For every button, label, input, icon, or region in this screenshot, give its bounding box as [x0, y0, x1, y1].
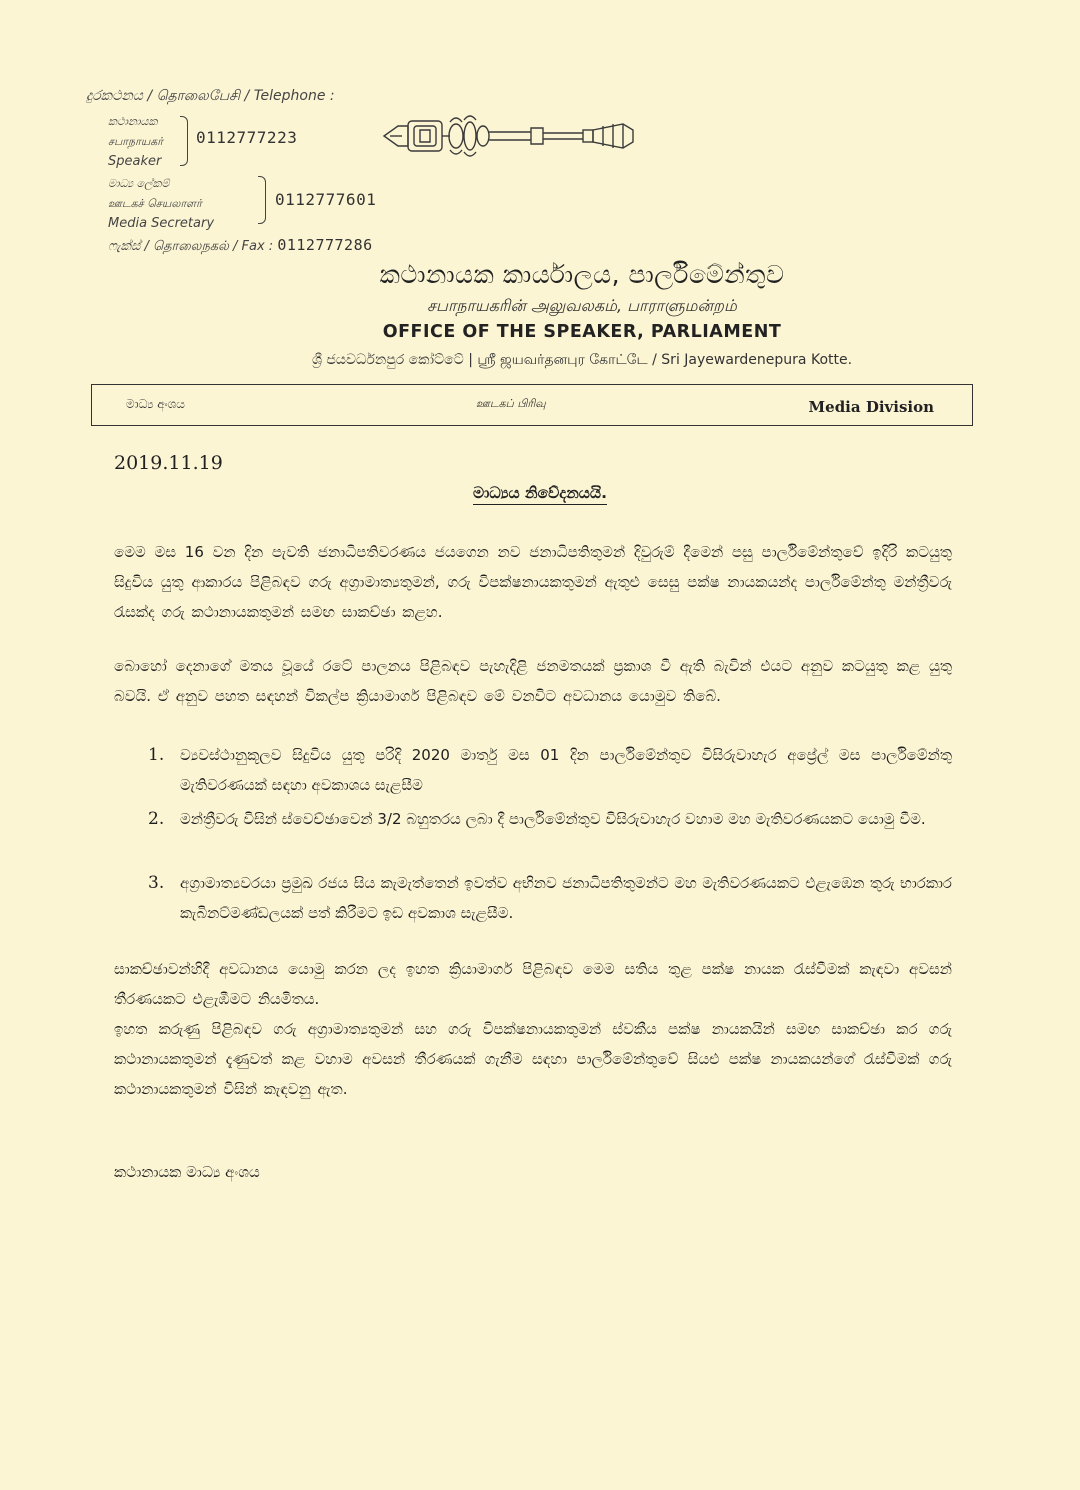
telephone-label: දුරකථනය / தொலைபேசி / Telephone :	[86, 88, 335, 104]
media-division-box	[91, 384, 973, 426]
media-secretary-brace	[258, 176, 266, 224]
fax-line	[108, 236, 373, 255]
list-item-number: 2.	[148, 809, 165, 829]
speaker-label-si: කථානායක	[108, 115, 158, 128]
list-item-number: 1.	[148, 745, 165, 765]
office-name-sinhala: කථානායක කාර්යාලය, පාර්ලිමේන්තුව	[379, 260, 785, 289]
speaker-label-en: Speaker	[108, 154, 162, 169]
speaker-label-ta: சபாநாயகர்	[108, 135, 164, 148]
division-label-ta: ஊடகப் பிரிவு	[476, 397, 546, 410]
paragraph-4: ඉහත කරුණු පිළිබඳව ගරු අග්‍රාමාත්‍යතුමන් සහ ගරු විපක්ෂනායකතුමන් ස්වකීය පක්ෂ නායකයින් සමඟ සාකච්ඡා කර ගරු කථානායකතුමන් දැණුවත් කළ වහාම අවසන් තීරණයක් ගැනීම සඳහා පාර්ලිමේන්තුවේ සියළු පක්ෂ නායකයන්ගේ රැස්වීමක් ගරු කථානායකතුමන් විසින් කැඳවනු ඇත.	[114, 1020, 952, 1098]
list-item	[148, 804, 952, 868]
paragraph-3: සාකච්ඡාවන්හිදී අවධානය යොමු කරන ලද ඉහත ක්‍රියාමාර්ග පිළිබඳව මෙම සතිය තුළ පක්ෂ නායක රැස්වීමක් කැඳවා අවසන් තීරණයකට එළැඹීමට නියමිතය.	[114, 960, 952, 1008]
list-item	[148, 868, 952, 962]
speaker-phone-number: 0112777223	[196, 128, 298, 147]
paragraph-2: බොහෝ දෙනාගේ මතය වූයේ රටේ පාලනය පිළිබඳව පැහැදිළි ජනමතයක් ප්‍රකාශ වී ඇති බැවින් එයට අනුව කටයුතු කළ යුතු බවයි. ඒ අනුව පහත සඳහන් විකල්ප ක්‍රියාමාර්ග පිළිබඳව මේ වනවිට අවධානය යොමුව තිබේ.	[114, 657, 952, 705]
fax-number: 0112777286	[277, 236, 373, 254]
media-secretary-label-ta: ஊடகச் செயலாளர்	[108, 197, 202, 210]
media-secretary-phone-number: 0112777601	[275, 190, 377, 209]
document-heading-text: මාධ්‍යය නිවේදනයයි.	[473, 484, 607, 505]
media-secretary-label-si: මාධ්‍ය ලේකම්	[108, 177, 170, 190]
list-item-text: මන්ත්‍රීවරු විසින් ස්වෙච්ඡාවෙන් 3/2 බහුතරය ලබා දී පාර්ලිමේන්තුව විසිරුවාහැර වහාම මහ මැතිවරණයකට යොමු වීම.	[180, 810, 926, 828]
speaker-contact-labels	[108, 112, 163, 172]
document-heading	[0, 484, 1080, 503]
document-date: 2019.11.19	[114, 452, 223, 474]
list-item	[148, 740, 952, 804]
list-item-text: ව්‍යවස්ථානුකූලව සිදුවිය යුතු පරිදි 2020 මාර්තු මස 01 දින පාර්ලිමේන්තුව විසිරුවාහැර අප්‍රේල් මස පාර්ලිමේන්තු මැතිවරණයක් සඳහා අවකාශය සැළසීම	[180, 746, 952, 794]
media-secretary-label-en: Media Secretary	[108, 216, 215, 231]
list-item-text: අග්‍රාමාත්‍යවරයා ප්‍රමුඛ රජය සිය කැමැත්තෙන් ඉවත්ව අභිනව ජනාධිපතිතුමන්ට මහ මැතිවරණයකට එළැඹෙන තුරු භාරකාර කැබිනට්මණ්ඩලයක් පත් කිරීමට ඉඩ අවකාශ සැළසීම.	[180, 874, 952, 922]
speaker-brace	[180, 116, 188, 166]
media-secretary-contact-labels	[108, 174, 214, 234]
ceremonial-mace-emblem-icon	[380, 112, 640, 164]
office-name-tamil: சபாநாயகரின் அலுவலகம், பாராளுமன்றம்	[427, 296, 737, 315]
division-label-en: Media Division	[808, 398, 934, 416]
fax-label: ෆැක්ස් / தொலைநகல் / Fax :	[108, 239, 274, 254]
division-label-si: මාධ්‍ය අංශය	[126, 397, 185, 411]
list-item-number: 3.	[148, 873, 165, 893]
paragraph-1: මෙම මස 16 වන දින පැවති ජනාධිපතිවරණය ජයගෙන නව ජනාධිපතිතුමන් දිවුරුම් දීමෙන් පසු පාර්ලිමේන්තුවේ ඉදිරි කටයුතු සිදුවිය යුතු ආකාරය පිළිබඳව ගරු අග්‍රාමාත්‍යතුමන්, ගරු විපක්ෂනායකතුමන් ඇතුළු සෙසු පක්ෂ නායකයන්ද පාර්ලිමේන්තු මන්ත්‍රීවරු රැසක්ද ගරු කථානායකතුමන් සමඟ සාකච්ඡා කළහ.	[114, 543, 952, 621]
office-address: ශ්‍රී ජයවර්ධනපුර කෝට්ටේ | ஸ்ரீ ஜயவர்தனபுர கோட்டே / Sri Jayewardenepura Kotte.	[311, 352, 853, 368]
signature-line: කථානායක මාධ්‍ය අංශය	[114, 1163, 260, 1181]
office-name-english: OFFICE OF THE SPEAKER, PARLIAMENT	[382, 322, 782, 342]
